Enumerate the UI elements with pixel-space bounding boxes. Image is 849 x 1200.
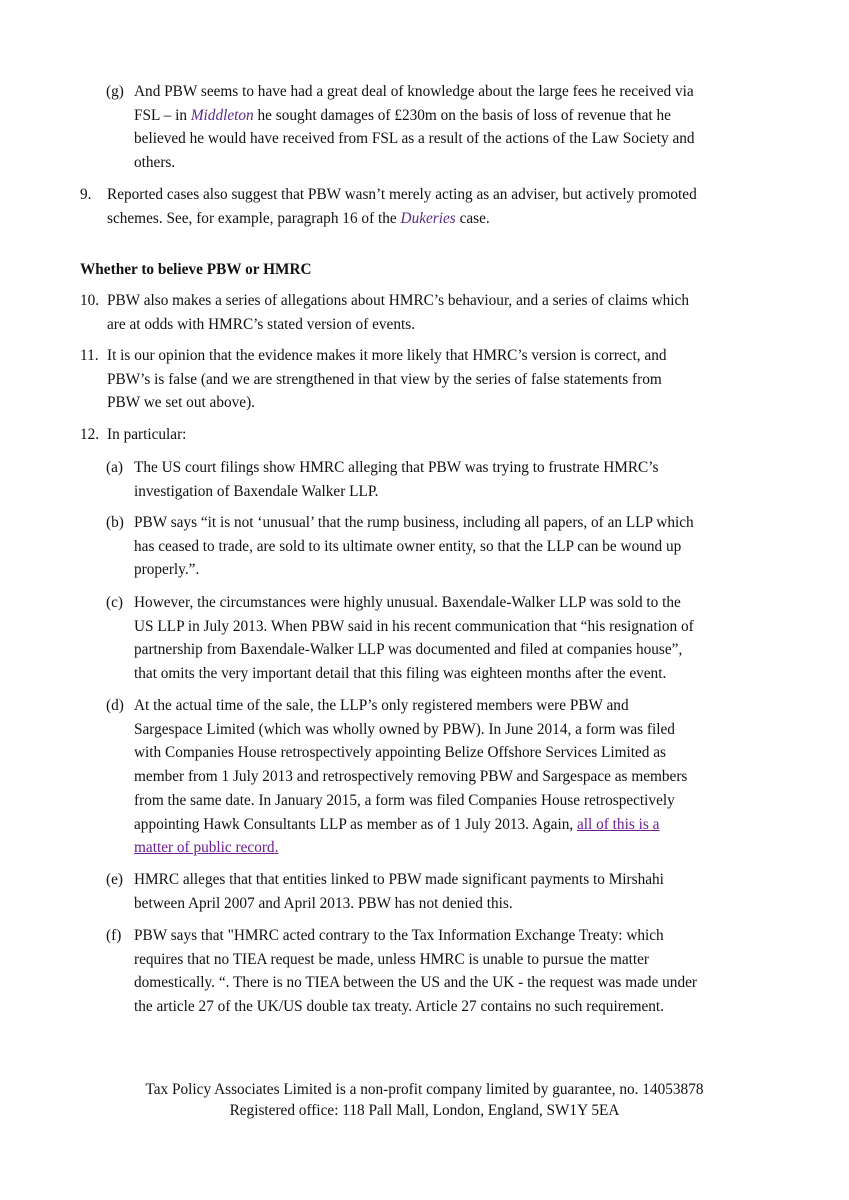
list-item-g xyxy=(106,80,695,175)
text-line: It is our opinion that the evidence makes it more likely that HMRC’s version is correct, and xyxy=(107,347,667,364)
text-run: appointing Hawk Consultants LLP as member as of 1 July 2013. Again, xyxy=(134,815,577,833)
sub-item-d xyxy=(106,694,688,860)
list-item-12 xyxy=(80,423,187,447)
text-line: However, the circumstances were highly unusual. Baxendale-Walker LLP was sold to the xyxy=(134,594,681,611)
text-line xyxy=(107,207,697,231)
item-label: (e) xyxy=(106,871,123,888)
public-record-link[interactable]: all of this is a xyxy=(577,815,660,833)
text-line: PBW we set out above). xyxy=(107,394,255,412)
text-line: At the actual time of the sale, the LLP’s only registered members were PBW and xyxy=(134,697,629,714)
text-line: domestically. “. There is no TIEA between the US and the UK - the request was made under xyxy=(134,974,697,992)
section-heading: Whether to believe PBW or HMRC xyxy=(80,261,312,278)
item-label: (g) xyxy=(106,83,124,100)
sub-item-c xyxy=(106,591,694,686)
text-line: investigation of Baxendale Walker LLP. xyxy=(134,482,379,500)
text-line: US LLP in July 2013. When PBW said in his recent communication that “his resignation of xyxy=(134,617,694,635)
list-item-10 xyxy=(80,289,689,336)
page-footer xyxy=(0,1079,849,1121)
text-line: believed he would have received from FSL as a result of the actions of the Law Society and xyxy=(134,130,695,148)
text-line: PBW says that "HMRC acted contrary to the Tax Information Exchange Treaty: which xyxy=(134,927,664,944)
item-number: 11. xyxy=(80,347,99,364)
sub-item-a xyxy=(106,456,659,503)
text-line: And PBW seems to have had a great deal of knowledge about the large fees he received via xyxy=(134,83,694,100)
case-name-dukeries: Dukeries xyxy=(400,209,456,227)
item-label: (c) xyxy=(106,594,123,611)
sub-item-e xyxy=(106,868,664,915)
item-number: 12. xyxy=(80,426,100,443)
text-run: schemes. See, for example, paragraph 16 of the xyxy=(107,209,401,227)
item-label: (d) xyxy=(106,697,124,714)
sub-item-b xyxy=(106,511,694,582)
sub-item-f xyxy=(106,924,697,1019)
text-line xyxy=(134,836,687,860)
footer-company-line: Tax Policy Associates Limited is a non-profit company limited by guarantee, no. 14053878 xyxy=(145,1081,704,1098)
text-line: requires that no TIEA request be made, unless HMRC is unable to pursue the matter xyxy=(134,950,650,968)
text-line: that omits the very important detail that this filing was eighteen months after the event. xyxy=(134,665,667,683)
text-line: the article 27 of the UK/US double tax treaty. Article 27 contains no such requirement. xyxy=(134,998,664,1016)
text-line: properly.”. xyxy=(134,561,200,579)
text-line: The US court filings show HMRC alleging that PBW was trying to frustrate HMRC’s xyxy=(134,459,659,476)
item-label: (b) xyxy=(106,514,124,531)
footer-address-line: Registered office: 118 Pall Mall, London, England, SW1Y 5EA xyxy=(229,1102,620,1119)
text-run: case. xyxy=(455,209,490,227)
text-line: others. xyxy=(134,154,176,172)
text-line: In particular: xyxy=(107,426,187,443)
text-line: Sargespace Limited (which was wholly owned by PBW). In June 2014, a form was filed xyxy=(134,720,675,738)
text-line: with Companies House retrospectively appointing Belize Offshore Services Limited as xyxy=(134,744,667,762)
item-label: (a) xyxy=(106,459,123,476)
text-line: are at odds with HMRC’s stated version of events. xyxy=(107,315,416,333)
text-line: PBW says “it is not ‘unusual’ that the rump business, including all papers, of an LLP which xyxy=(134,514,694,531)
public-record-link-cont[interactable]: matter of public record. xyxy=(134,839,279,857)
text-line: between April 2007 and April 2013. PBW has not denied this. xyxy=(134,894,513,912)
item-number: 10. xyxy=(80,292,100,309)
case-name-middleton: Middleton xyxy=(190,106,254,124)
text-line xyxy=(134,104,695,128)
text-line: PBW’s is false (and we are strengthened in that view by the series of false statements from xyxy=(107,370,662,388)
item-number: 9. xyxy=(80,186,92,203)
item-label: (f) xyxy=(106,927,122,944)
list-item-11 xyxy=(80,344,667,415)
text-line: from the same date. In January 2015, a form was filed Companies House retrospectively xyxy=(134,791,675,809)
text-line: member from 1 July 2013 and retrospectively removing PBW and Sargespace as members xyxy=(134,768,688,786)
text-line: HMRC alleges that that entities linked to PBW made significant payments to Mirshahi xyxy=(134,871,664,888)
text-line: partnership from Baxendale-Walker LLP was documented and filed at companies house”, xyxy=(134,641,683,659)
text-line: Reported cases also suggest that PBW wasn’t merely acting as an adviser, but actively promoted xyxy=(107,186,697,203)
text-run: FSL – in xyxy=(134,106,191,124)
text-line: PBW also makes a series of allegations about HMRC’s behaviour, and a series of claims which xyxy=(107,292,689,309)
text-line: has ceased to trade, are sold to its ultimate owner entity, so that the LLP can be wound up xyxy=(134,537,682,555)
list-item-9 xyxy=(80,183,697,230)
text-run: he sought damages of £230m on the basis of loss of revenue that he xyxy=(253,106,671,124)
text-line xyxy=(134,813,687,837)
